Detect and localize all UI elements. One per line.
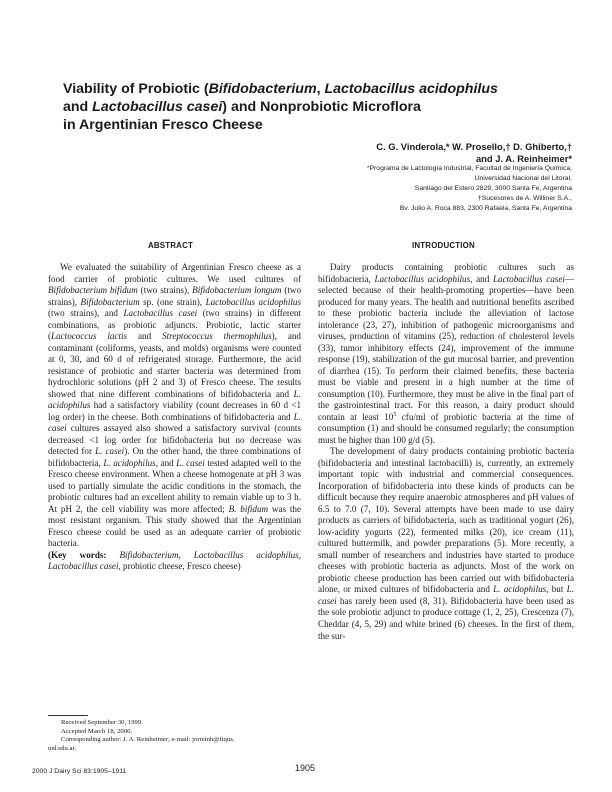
abstract-body — [48, 262, 301, 573]
key-words: (Key words: Bifidobacterium, Lactobacillus acidophilus, Lactobacillus casei, probiotic cheese, Fresco cheese) — [48, 549, 301, 572]
intro-paragraph-2: The development of dairy products containing probiotic bacteria (bifidobacteria and intestinal lactobacilli) is, currently, an extremely important topic with industrial and commercial consequences. Incorporation of bifidobacteria into these kinds of products can be difficult because they require anaerobic atmospheres and pH values of 6.5 to 7.0 (7, 10). Several attempts have been made to use dairy products as carriers of bifidobacteria, such as traditional yogurt (26), low-acidity yogurts (22), fermented milks (20), ice cream (11), cultured buttermilk, and powder preparations (5). More recently, a small number of researchers and industries have started to produce cheeses with probiotic bacteria as adjuncts. Most of the work on probiotic cheese production has been carried out with bifidobacteria alone, or mixed cultures of bifidobacteria and L. acidophilus, but L. casei has rarely been used (8, 31). Bifidobacteria have been used as the sole probiotic adjunct to produce cottage (1, 2, 25), Crescenza (7), Cheddar (4, 5, 29) and white brined (6) cheeses. In the first of them, the sur- — [318, 446, 574, 641]
corresponding-author: Corresponding author: J. A. Reinheimer; e-mail: jorreinh@fiqus. — [61, 736, 235, 744]
author-names: C. G. Vinderola,* W. Prosello,† D. Ghiberto,† and J. A. Reinheimer* — [376, 141, 572, 164]
footnotes — [48, 715, 288, 753]
introduction-heading: INTRODUCTION — [412, 241, 475, 250]
footnote-rule — [48, 715, 88, 716]
title-line-1: Viability of Probiotic (Bifidobacterium, Lactobacillus acidophilus — [63, 81, 498, 97]
title-line-3: in Argentinian Fresco Cheese — [63, 117, 263, 133]
introduction-body — [318, 262, 574, 642]
article-title — [63, 80, 563, 134]
abstract-heading: ABSTRACT — [148, 241, 193, 250]
journal-citation: 2000 J Dairy Sci 83:1905–1911 — [32, 768, 127, 775]
page-number: 1905 — [295, 763, 316, 773]
intro-paragraph-1: Dairy products containing probiotic cultures such as bifidobacteria, Lactobacillus acidophilus, and Lactobacillus casei—selected because of their health-promoting properties—have been produced for many years. The health and nutritional benefits ascribed to these probiotic bacteria include the alleviation of lactose intolerance (23, 27), inhibition of pathogenic microorganisms and viruses, production of vitamins (25), reduction of cholesterol levels (33), tumor inhibitory effects (24), improvement of the immune response (19), stabilization of the gut mucosal barrier, and prevention of diarrhea (15). To perform their claimed benefits, these bacteria must be viable and present in a high number at the time of consumption (10). Furthermore, they must be alive in the final part of the gastrointestinal tract. For this reason, a dairy product should contain at least $10^5$ cfu/ml of probiotic bacteria at the time of consumption (1) and should be consumed regularly; the consumption must be higher than 100 g/d (5). — [318, 262, 575, 445]
title-line-2: and Lactobacillus casei) and Nonprobiotic Microflora — [63, 99, 421, 115]
corresponding-author-email-cont: unl.edu.ar. — [48, 744, 77, 752]
author-block — [242, 141, 572, 214]
abstract-paragraph: We evaluated the suitability of Argentinian Fresco cheese as a food carrier of probiotic cultures. We used cultures of Bifidobacterium bifidum (two strains), Bifidobacterium longum (two strains), Bifidobacterium sp. (one strain), Lactobacillus acidophilus (two strains), and Lactobacillus casei (two strains) in different combinations, as probiotic adjuncts. Probiotic, lactic starter (Lactococcus lactis and Streptococcus thermophilus), and contaminant (coliforms, yeasts, and molds) organisms were counted at 0, 30, and 60 d of refrigerated storage. Furthermore, the acid resistance of probiotic and starter bacteria was determined from hydrochloric solutions (pH 2 and 3) of Fresco cheese. The results showed that nine different combinations of bifidobacteria and L. acidophilus had a satisfactory viability (count decreases in 60 d <1 log order) in the cheese. Both combinations of bifidobacteria and L. casei cultures assayed also showed a satisfactory survival (counts decreased <1 log order for bifidobacteria but no decrease was detected for L. casei). On the other hand, the three combinations of bifidobacteria, L. acidophilus, and L. casei tested adapted well to the Fresco cheese environment. When a cheese homogenate at pH 3 was used to partially simulate the acidic conditions in the stomach, the probiotic cultures had an excellent ability to remain viable up to 3 h. At pH 2, the cell viability was more affected; B. bifidum was the most resistant organism. This study showed that the Argentinian Fresco cheese could be used as an adequate carrier of probiotic bacteria. — [48, 262, 302, 549]
received-date: Received September 30, 1999. — [61, 719, 143, 726]
accepted-date: Accepted March 18, 2000. — [61, 727, 133, 735]
affiliations: *Programa de Lactología Industrial, Facultad de Ingeniería Química, Universidad Nacional del Litoral, Santiago del Estero 2829, 3000 Santa Fe, Argentina †Sucesores de A. Williner S.A., Bv. Julio A. Roca 883, 2300 Rafaela, Santa Fe, Argentina — [366, 165, 572, 212]
